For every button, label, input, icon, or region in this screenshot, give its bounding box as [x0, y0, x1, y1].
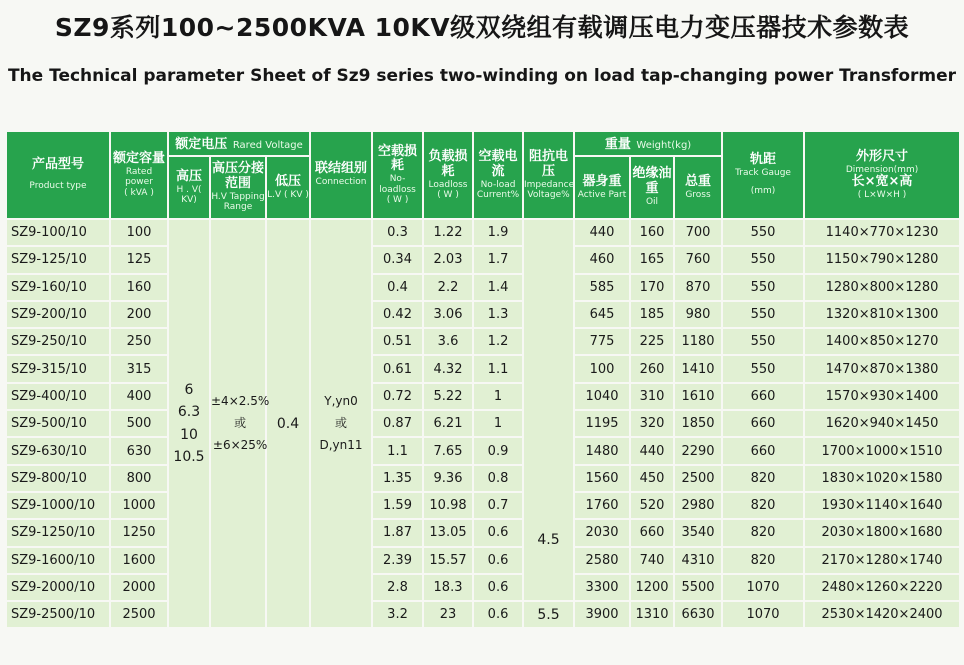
cell-gross-weight: 870	[675, 275, 723, 302]
cell-gross-weight: 760	[675, 247, 723, 274]
cell-dimension: 1320×810×1300	[805, 302, 961, 329]
cell-load-loss: 23	[424, 602, 474, 629]
cell-oil-weight: 170	[631, 275, 675, 302]
cell-hv-voltage-line: 6	[184, 381, 194, 398]
cell-active-weight: 440	[575, 220, 631, 247]
cell-track-gauge: 660	[723, 438, 805, 465]
cell-load-loss: 15.57	[424, 548, 474, 575]
cell-model: SZ9-630/10	[7, 438, 111, 465]
cell-track-gauge: 550	[723, 220, 805, 247]
cell-tap-range	[211, 220, 270, 629]
cell-active-weight: 2580	[575, 548, 631, 575]
cell-active-weight: 1480	[575, 438, 631, 465]
table-row	[7, 329, 961, 356]
cell-oil-weight: 225	[631, 329, 675, 356]
cell-power: 100	[111, 220, 169, 247]
table-row	[7, 220, 961, 247]
cell-active-weight: 585	[575, 275, 631, 302]
cell-track-gauge: 820	[723, 466, 805, 493]
cell-track-gauge: 820	[723, 520, 805, 547]
cell-noload-current: 0.6	[474, 602, 524, 629]
header-connection: 联结组别 Connection	[311, 132, 373, 220]
cell-noload-current: 0.6	[474, 548, 524, 575]
cell-oil-weight: 260	[631, 356, 675, 383]
page-title: SZ9系列100~2500KVA 10KV级双绕组有载调压电力变压器技术参数表	[54, 13, 910, 42]
cell-noload-loss: 0.72	[373, 384, 424, 411]
spec-table	[7, 132, 961, 629]
cell-gross-weight: 1850	[675, 411, 723, 438]
cell-connection-line: D,yn11	[319, 437, 363, 452]
cell-oil-weight: 1310	[631, 602, 675, 629]
table-row	[7, 466, 961, 493]
cell-dimension: 1470×870×1380	[805, 356, 961, 383]
cell-load-loss: 5.22	[424, 384, 474, 411]
cell-noload-current: 1.7	[474, 247, 524, 274]
cell-impedance-a: 4.5	[524, 220, 575, 602]
cell-dimension: 2480×1260×2220	[805, 575, 961, 602]
cell-load-loss: 4.32	[424, 356, 474, 383]
cell-oil-weight: 440	[631, 438, 675, 465]
cell-active-weight: 1040	[575, 384, 631, 411]
cell-oil-weight: 310	[631, 384, 675, 411]
header-track-gauge: 轨距 Track Gauge (mm)	[723, 132, 805, 220]
cell-hv-voltage-line: 10	[180, 426, 198, 443]
page-subtitle: The Technical parameter Sheet of Sz9 series two-winding on load tap-changing power Transformer	[7, 66, 957, 86]
cell-dimension: 2530×1420×2400	[805, 602, 961, 629]
cell-active-weight: 1195	[575, 411, 631, 438]
cell-connection-line: Y,yn0	[324, 394, 358, 409]
cell-noload-current: 0.8	[474, 466, 524, 493]
cell-connection-line: 或	[335, 415, 348, 430]
cell-gross-weight: 6630	[675, 602, 723, 629]
cell-dimension: 1930×1140×1640	[805, 493, 961, 520]
cell-noload-current: 1.4	[474, 275, 524, 302]
header-weight: 重量 Weight(kg)	[575, 132, 723, 157]
cell-noload-loss: 0.42	[373, 302, 424, 329]
cell-oil-weight: 160	[631, 220, 675, 247]
cell-lv-voltage: 0.4	[267, 220, 311, 629]
cell-load-loss: 3.06	[424, 302, 474, 329]
cell-dimension: 1830×1020×1580	[805, 466, 961, 493]
cell-noload-loss: 1.59	[373, 493, 424, 520]
cell-track-gauge: 550	[723, 247, 805, 274]
table-row	[7, 548, 961, 575]
cell-model: SZ9-500/10	[7, 411, 111, 438]
cell-noload-current: 1	[474, 411, 524, 438]
cell-track-gauge: 820	[723, 548, 805, 575]
cell-dimension: 2170×1280×1740	[805, 548, 961, 575]
cell-impedance-b: 5.5	[524, 602, 575, 629]
table-row	[7, 493, 961, 520]
cell-power: 400	[111, 384, 169, 411]
header-lv: 低压 L.V ( KV )	[267, 157, 311, 220]
cell-noload-loss: 1.1	[373, 438, 424, 465]
cell-power: 2000	[111, 575, 169, 602]
cell-noload-loss: 0.51	[373, 329, 424, 356]
cell-power: 1600	[111, 548, 169, 575]
cell-active-weight: 100	[575, 356, 631, 383]
cell-noload-current: 0.6	[474, 575, 524, 602]
header-load-loss: 负载损耗 Loadloss ( W )	[424, 132, 474, 220]
cell-active-weight: 460	[575, 247, 631, 274]
cell-active-weight: 775	[575, 329, 631, 356]
cell-oil-weight: 1200	[631, 575, 675, 602]
cell-power: 500	[111, 411, 169, 438]
cell-oil-weight: 165	[631, 247, 675, 274]
cell-connection	[311, 220, 373, 629]
table-row	[7, 602, 961, 629]
cell-gross-weight: 980	[675, 302, 723, 329]
cell-track-gauge: 550	[723, 329, 805, 356]
cell-model: SZ9-2500/10	[7, 602, 111, 629]
header-gross: 总重 Gross	[675, 157, 723, 220]
cell-gross-weight: 700	[675, 220, 723, 247]
spec-table-body	[7, 220, 961, 629]
header-power: 额定容量 Rated power ( kVA )	[111, 132, 169, 220]
cell-model: SZ9-1250/10	[7, 520, 111, 547]
cell-tap-range-line: ±4×2.5%	[211, 394, 270, 409]
cell-model: SZ9-400/10	[7, 384, 111, 411]
cell-oil-weight: 450	[631, 466, 675, 493]
cell-noload-loss: 3.2	[373, 602, 424, 629]
cell-load-loss: 1.22	[424, 220, 474, 247]
cell-gross-weight: 1180	[675, 329, 723, 356]
cell-gross-weight: 2980	[675, 493, 723, 520]
cell-oil-weight: 660	[631, 520, 675, 547]
header-tap-range: 高压分接范围 H.V Tapping Range	[211, 157, 267, 220]
cell-oil-weight: 185	[631, 302, 675, 329]
cell-model: SZ9-250/10	[7, 329, 111, 356]
cell-track-gauge: 660	[723, 411, 805, 438]
cell-power: 1250	[111, 520, 169, 547]
header-impedance: 阻抗电压 Impedance Voltage%	[524, 132, 575, 220]
cell-dimension: 1150×790×1280	[805, 247, 961, 274]
cell-dimension: 1700×1000×1510	[805, 438, 961, 465]
cell-active-weight: 645	[575, 302, 631, 329]
cell-dimension: 1400×850×1270	[805, 329, 961, 356]
cell-active-weight: 3300	[575, 575, 631, 602]
cell-load-loss: 2.03	[424, 247, 474, 274]
cell-load-loss: 13.05	[424, 520, 474, 547]
cell-noload-loss: 0.61	[373, 356, 424, 383]
cell-model: SZ9-200/10	[7, 302, 111, 329]
table-row	[7, 384, 961, 411]
table-row	[7, 247, 961, 274]
header-noload-current: 空载电流 No-load Current%	[474, 132, 524, 220]
cell-active-weight: 1760	[575, 493, 631, 520]
cell-power: 1000	[111, 493, 169, 520]
cell-gross-weight: 4310	[675, 548, 723, 575]
cell-track-gauge: 550	[723, 275, 805, 302]
cell-model: SZ9-800/10	[7, 466, 111, 493]
table-row	[7, 438, 961, 465]
cell-load-loss: 10.98	[424, 493, 474, 520]
cell-model: SZ9-160/10	[7, 275, 111, 302]
cell-noload-loss: 1.35	[373, 466, 424, 493]
cell-noload-current: 0.9	[474, 438, 524, 465]
cell-noload-current: 1.3	[474, 302, 524, 329]
cell-noload-current: 1.1	[474, 356, 524, 383]
cell-gross-weight: 1610	[675, 384, 723, 411]
cell-noload-loss: 2.8	[373, 575, 424, 602]
cell-hv-voltage-line: 10.5	[173, 449, 205, 466]
table-row	[7, 411, 961, 438]
cell-power: 2500	[111, 602, 169, 629]
cell-model: SZ9-315/10	[7, 356, 111, 383]
cell-power: 630	[111, 438, 169, 465]
cell-track-gauge: 550	[723, 302, 805, 329]
cell-noload-loss: 0.87	[373, 411, 424, 438]
cell-model: SZ9-100/10	[7, 220, 111, 247]
cell-power: 160	[111, 275, 169, 302]
cell-oil-weight: 520	[631, 493, 675, 520]
cell-dimension: 1570×930×1400	[805, 384, 961, 411]
header-model: 产品型号 Product type	[7, 132, 111, 220]
cell-noload-loss: 0.3	[373, 220, 424, 247]
cell-noload-current: 0.6	[474, 520, 524, 547]
cell-hv-voltage	[169, 220, 211, 629]
header-oil: 绝缘油重 Oil	[631, 157, 675, 220]
cell-oil-weight: 320	[631, 411, 675, 438]
cell-active-weight: 3900	[575, 602, 631, 629]
table-row	[7, 520, 961, 547]
cell-noload-loss: 2.39	[373, 548, 424, 575]
cell-noload-current: 0.7	[474, 493, 524, 520]
cell-noload-loss: 0.4	[373, 275, 424, 302]
cell-load-loss: 9.36	[424, 466, 474, 493]
table-row	[7, 275, 961, 302]
table-row	[7, 575, 961, 602]
cell-track-gauge: 820	[723, 493, 805, 520]
cell-gross-weight: 5500	[675, 575, 723, 602]
header-dimension: 外形尺寸 Dimension(mm) 长×宽×高 ( L×W×H )	[805, 132, 961, 220]
cell-track-gauge: 550	[723, 356, 805, 383]
cell-noload-current: 1.2	[474, 329, 524, 356]
cell-gross-weight: 2500	[675, 466, 723, 493]
cell-track-gauge: 1070	[723, 575, 805, 602]
cell-noload-loss: 0.34	[373, 247, 424, 274]
cell-gross-weight: 1410	[675, 356, 723, 383]
cell-gross-weight: 2290	[675, 438, 723, 465]
cell-load-loss: 6.21	[424, 411, 474, 438]
cell-active-weight: 2030	[575, 520, 631, 547]
header-active-part: 器身重 Active Part	[575, 157, 631, 220]
header-noload-loss: 空载损耗 No-loadloss ( W )	[373, 132, 424, 220]
cell-tap-range-line: ±6×25%	[212, 437, 268, 452]
cell-model: SZ9-1000/10	[7, 493, 111, 520]
cell-noload-current: 1.9	[474, 220, 524, 247]
header-rated-voltage: 额定电压 Rared Voltage	[169, 132, 311, 157]
cell-load-loss: 2.2	[424, 275, 474, 302]
table-row	[7, 302, 961, 329]
cell-power: 315	[111, 356, 169, 383]
cell-load-loss: 3.6	[424, 329, 474, 356]
cell-dimension: 1280×800×1280	[805, 275, 961, 302]
cell-load-loss: 18.3	[424, 575, 474, 602]
cell-track-gauge: 1070	[723, 602, 805, 629]
cell-load-loss: 7.65	[424, 438, 474, 465]
cell-noload-current: 1	[474, 384, 524, 411]
cell-power: 200	[111, 302, 169, 329]
cell-gross-weight: 3540	[675, 520, 723, 547]
table-row	[7, 356, 961, 383]
cell-tap-range-line: 或	[234, 415, 247, 430]
cell-power: 800	[111, 466, 169, 493]
cell-hv-voltage-line: 6.3	[177, 404, 201, 421]
header-hv: 高压 H . V( KV)	[169, 157, 211, 220]
cell-dimension: 1620×940×1450	[805, 411, 961, 438]
cell-power: 125	[111, 247, 169, 274]
cell-dimension: 2030×1800×1680	[805, 520, 961, 547]
cell-oil-weight: 740	[631, 548, 675, 575]
cell-dimension: 1140×770×1230	[805, 220, 961, 247]
cell-power: 250	[111, 329, 169, 356]
cell-track-gauge: 660	[723, 384, 805, 411]
cell-model: SZ9-1600/10	[7, 548, 111, 575]
cell-model: SZ9-2000/10	[7, 575, 111, 602]
cell-active-weight: 1560	[575, 466, 631, 493]
cell-model: SZ9-125/10	[7, 247, 111, 274]
cell-noload-loss: 1.87	[373, 520, 424, 547]
